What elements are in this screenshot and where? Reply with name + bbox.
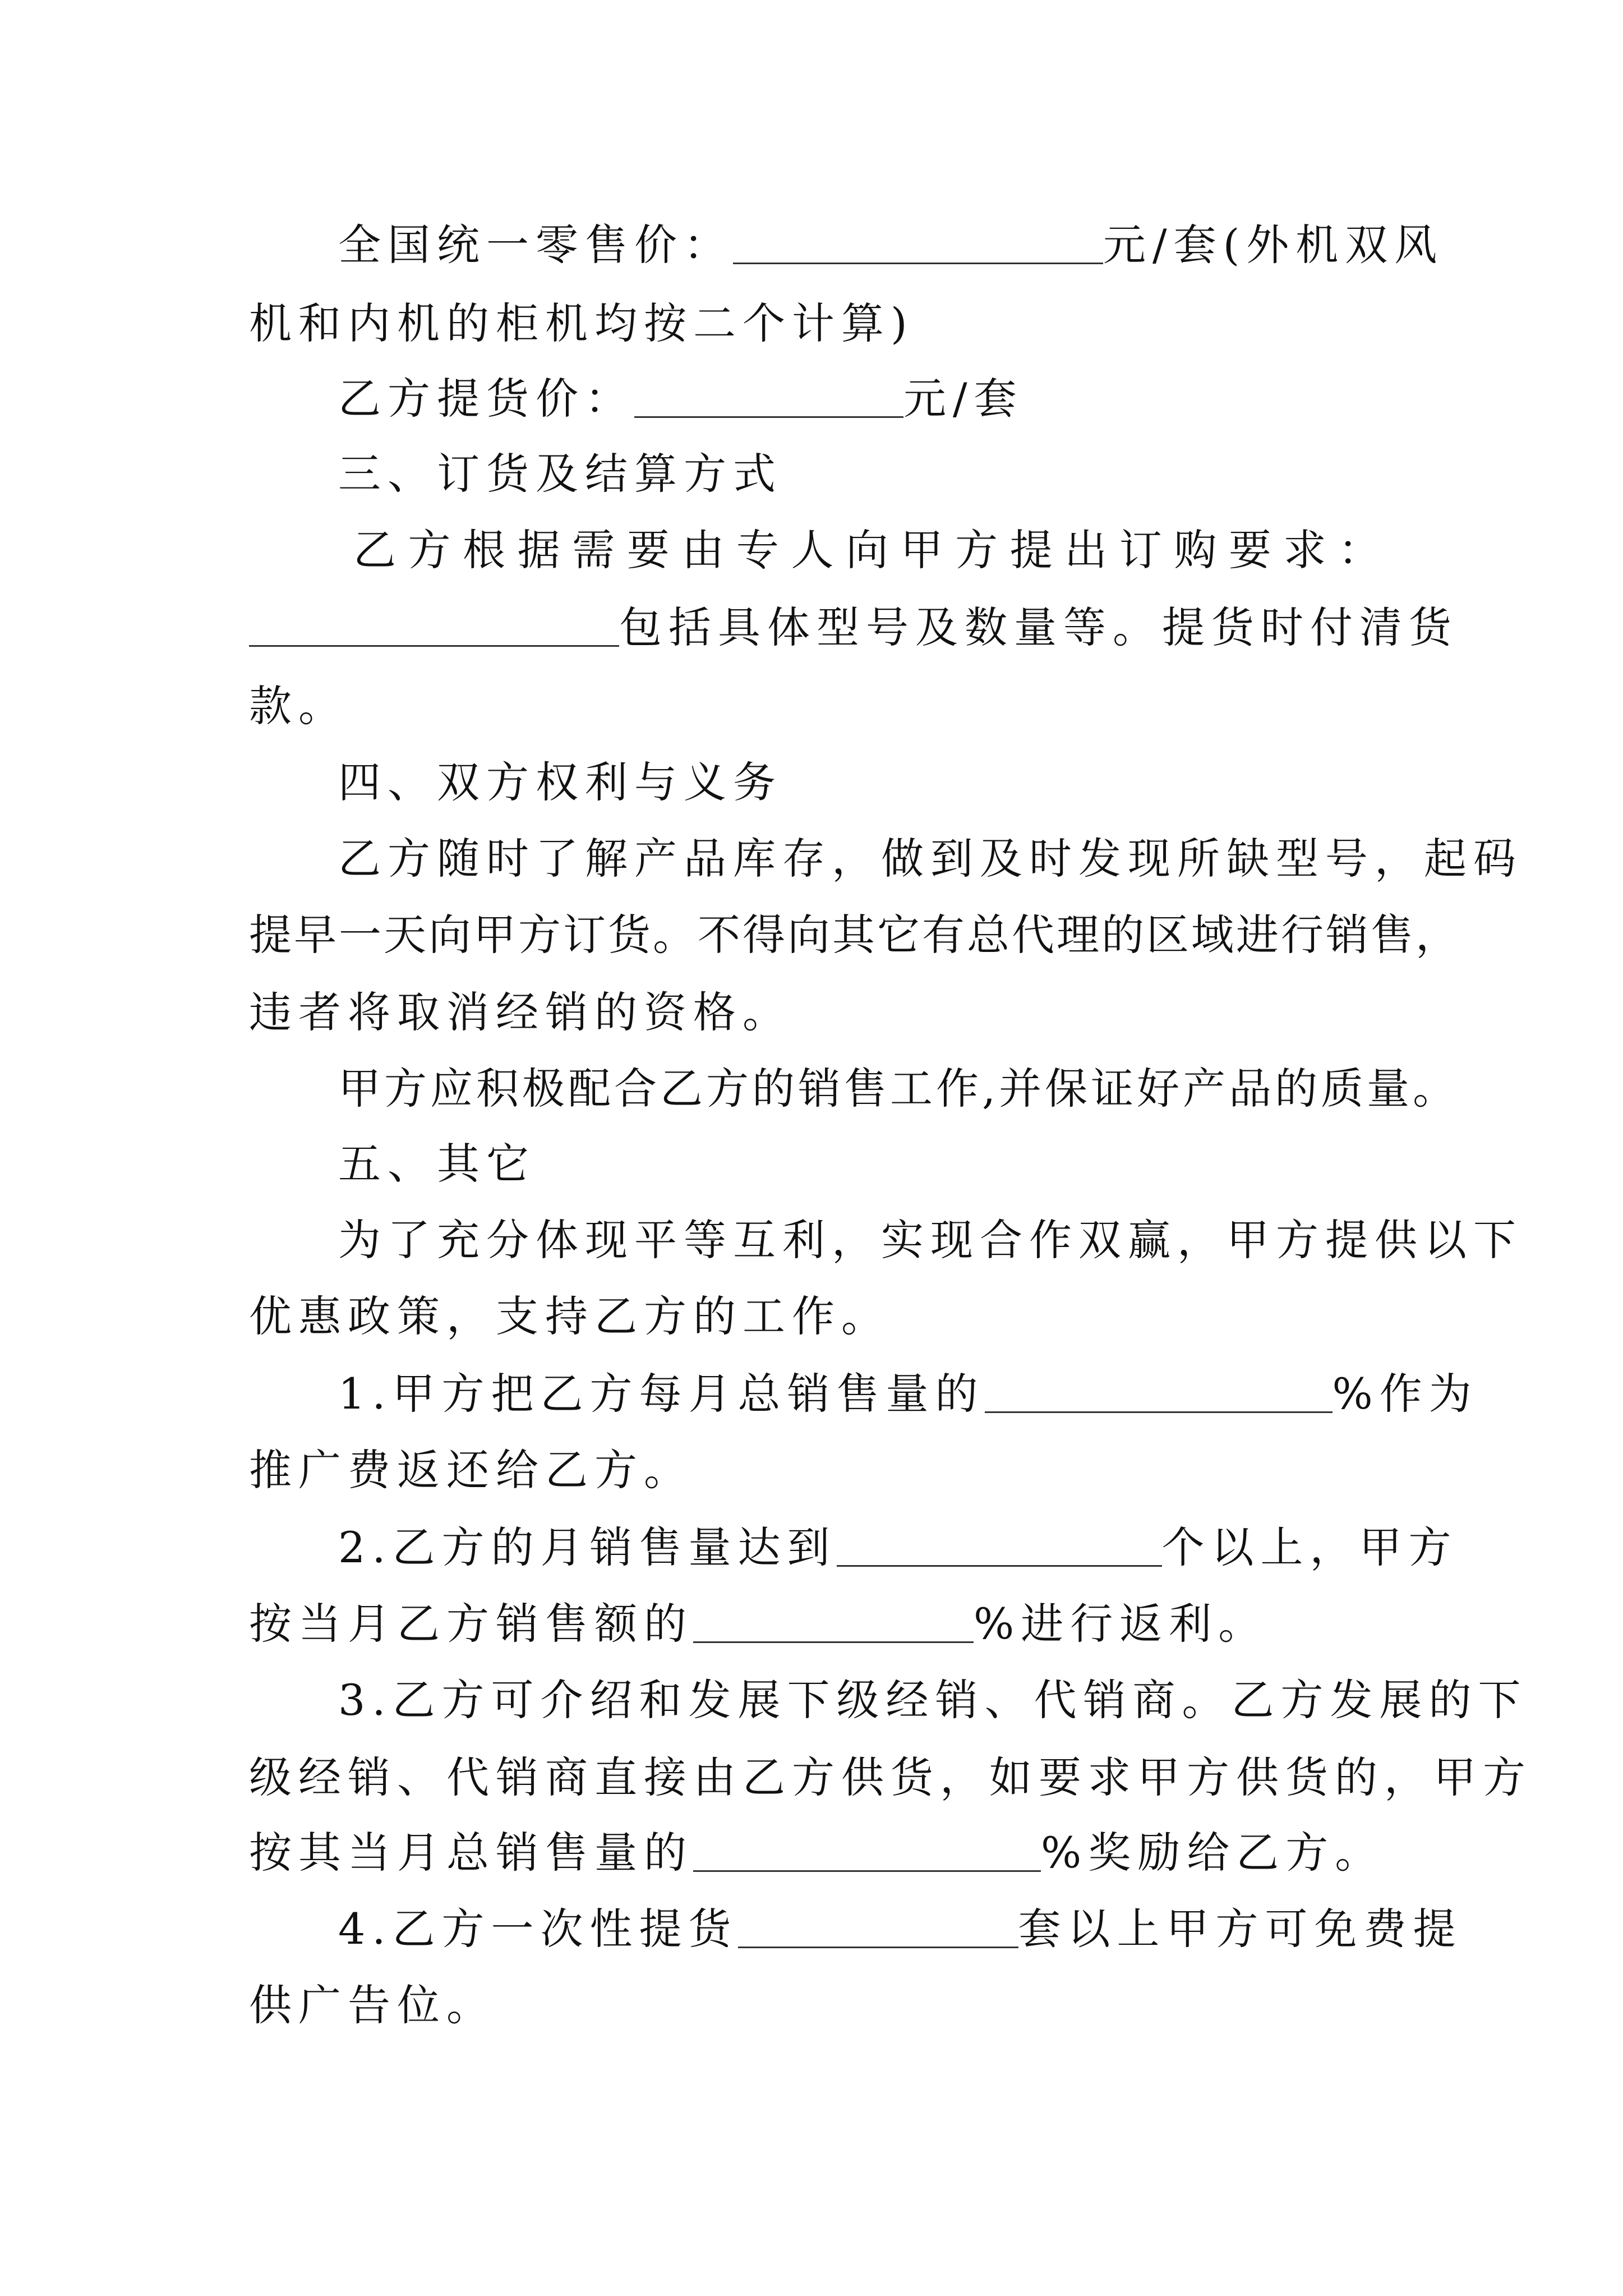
text-line: 乙方随时了解产品库存，做到及时发现所缺型号，起码 (338, 834, 1523, 884)
item-1-line (338, 1352, 1478, 1436)
retail-price-label: 全国统一零售价： (338, 220, 733, 270)
text-line: 推广费返还给乙方。 (249, 1445, 693, 1495)
retail-price-line (338, 203, 1444, 287)
delivery-price-label: 乙方提货价： (338, 374, 634, 424)
retail-price-unit: 元/套(外机双风 (1103, 220, 1444, 270)
retail-price-blank[interactable] (733, 218, 1103, 264)
reward-text: 按其当月总销售量的 (249, 1828, 693, 1878)
section-heading-5: 五、其它 (338, 1139, 536, 1189)
text-line: 违者将取消经销的资格。 (249, 987, 792, 1037)
reward-blank[interactable] (693, 1825, 1041, 1872)
text-line: 供广告位。 (249, 1980, 496, 2030)
rebate-text: 按当月乙方销售额的 (249, 1599, 693, 1649)
order-requirement-line (249, 586, 1458, 670)
item-4-text: 4.乙方一次性提货 (338, 1904, 738, 1954)
item-1-blank[interactable] (985, 1366, 1332, 1413)
item-2-text: 2.乙方的月销售量达到 (338, 1522, 837, 1572)
text-line: 优惠政策，支持乙方的工作。 (249, 1291, 891, 1341)
rebate-line (249, 1582, 1387, 1666)
rebate-blank[interactable] (693, 1596, 974, 1643)
item-1-suffix: %作为 (1332, 1369, 1478, 1419)
item-4-blank[interactable] (738, 1902, 1018, 1948)
text-line: 提早一天向甲方订货。不得向其它有总代理的区域进行销售， (249, 910, 1460, 960)
reward-suffix: %奖励给乙方。 (1041, 1828, 1385, 1878)
text-line: 甲方应积极配合乙方的销售工作,并保证好产品的质量。 (338, 1064, 1459, 1114)
item-2-blank[interactable] (837, 1520, 1162, 1567)
rebate-suffix: %进行返利。 (974, 1599, 1268, 1649)
delivery-price-line (338, 357, 1387, 441)
item-1-text: 1.甲方把乙方每月总销售量的 (338, 1369, 985, 1419)
text-line: 乙方根据需要由专人向甲方提出订购要求： (353, 525, 1387, 575)
item-2-line (338, 1506, 1458, 1590)
reward-line (249, 1811, 1387, 1895)
text-line: 级经销、代销商直接由乙方供货，如要求甲方供货的，甲方 (249, 1752, 1532, 1802)
section-heading-4: 四、双方权利与义务 (338, 757, 782, 807)
delivery-price-blank[interactable] (634, 371, 903, 418)
order-requirement-text: 包括具体型号及数量等。提货时付清货 (619, 602, 1458, 652)
item-2-suffix: 个以上，甲方 (1161, 1522, 1458, 1572)
section-heading-3: 三、订货及结算方式 (338, 449, 782, 499)
text-line: 机和内机的柜机均按二个计算) (249, 298, 914, 348)
item-4-suffix: 套以上甲方可免费提 (1018, 1904, 1463, 1954)
delivery-price-unit: 元/套 (903, 374, 1023, 424)
text-line: 为了充分体现平等互利，实现合作双赢，甲方提供以下 (338, 1215, 1523, 1265)
order-requirement-blank[interactable] (249, 600, 619, 647)
text-line: 款。 (249, 681, 348, 731)
text-line: 3.乙方可介绍和发展下级经销、代销商。乙方发展的下 (338, 1675, 1528, 1725)
item-4-line (338, 1887, 1463, 1971)
